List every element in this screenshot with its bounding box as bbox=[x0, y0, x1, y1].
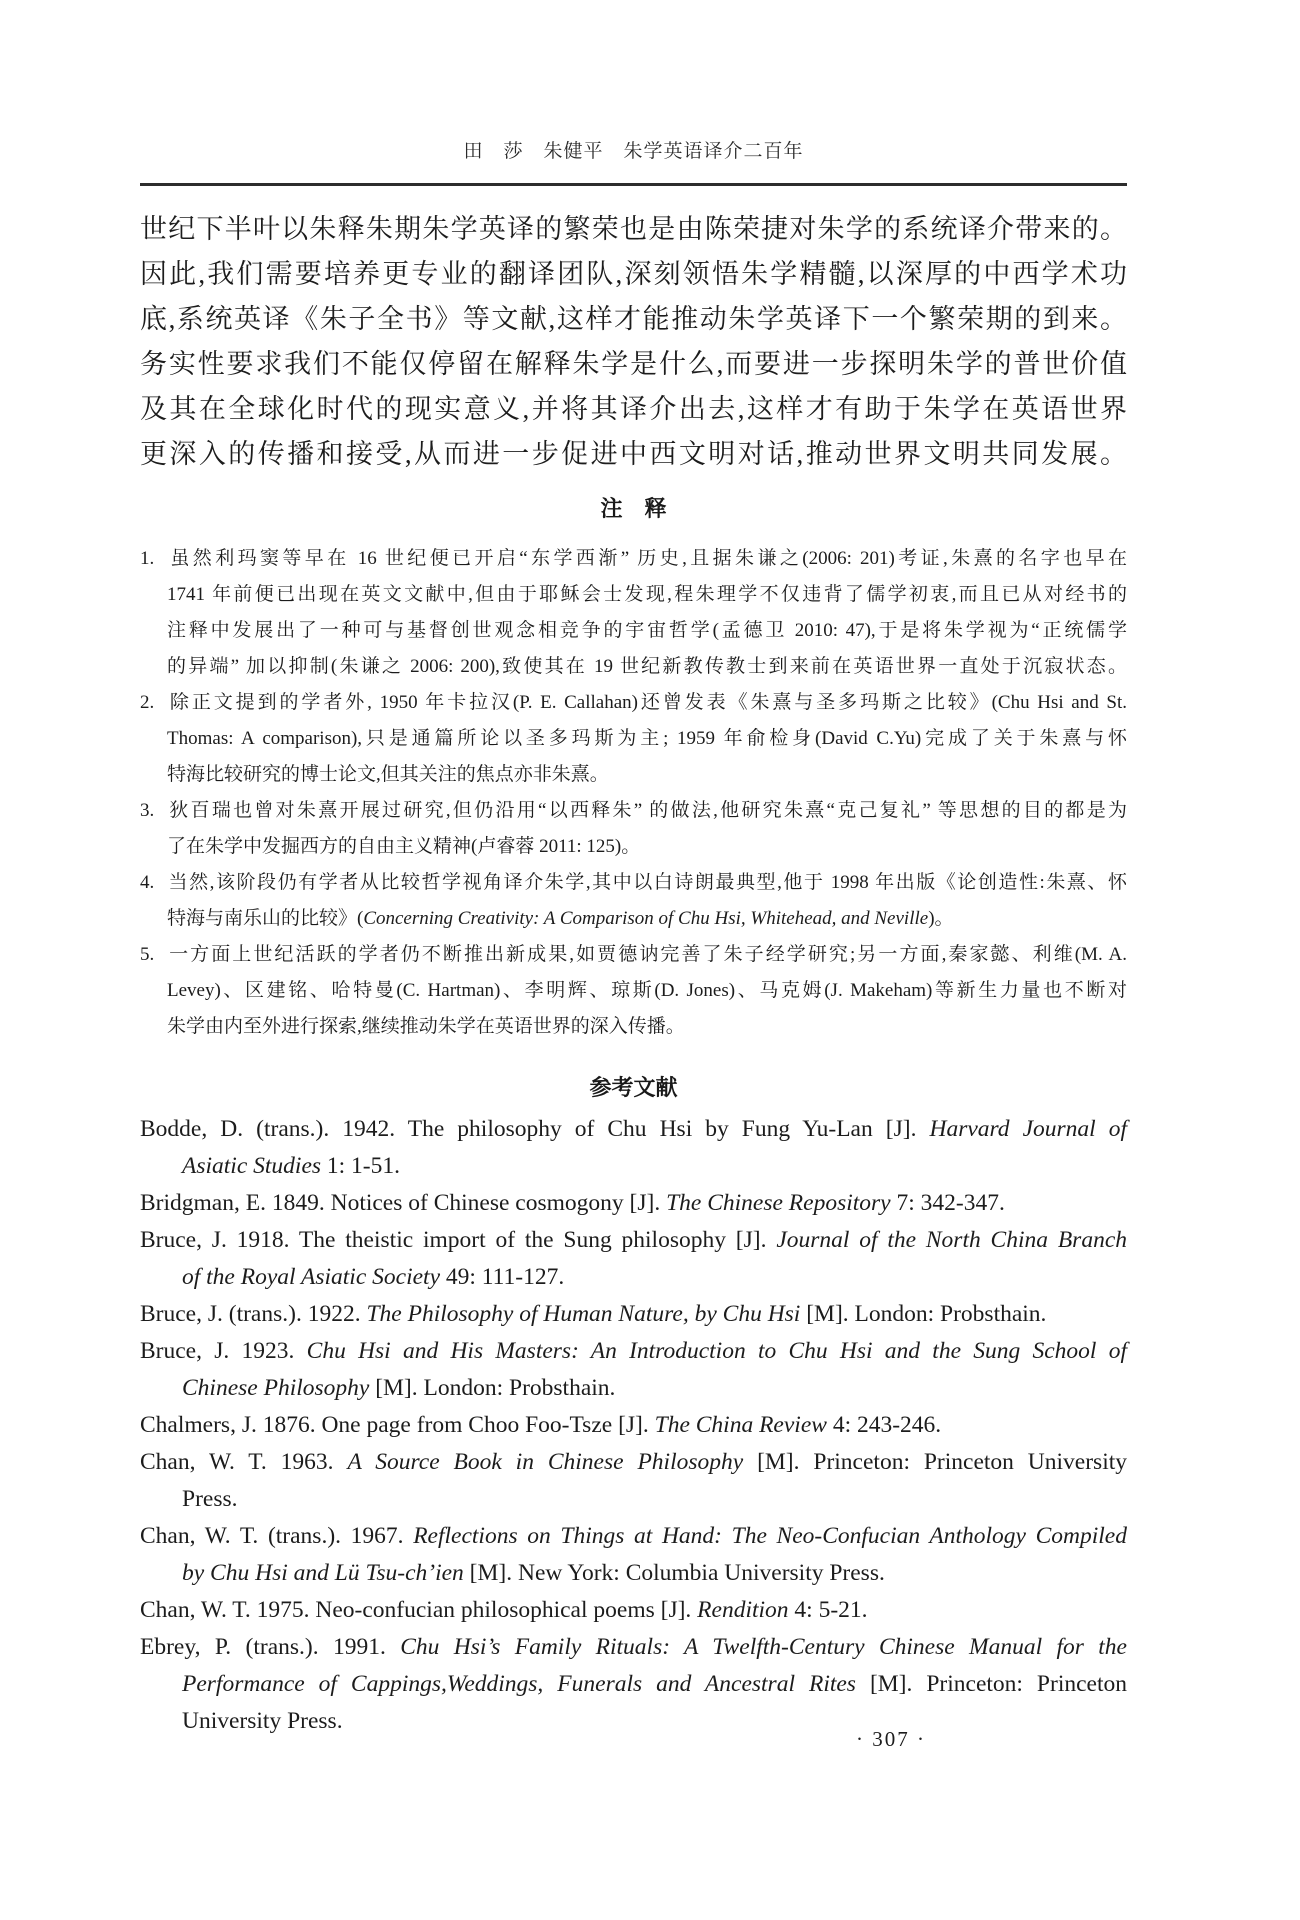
body-text-line: 务实性要求我们不能仅停留在解释朱学是什么,而要进一步探明朱学的普世价值 bbox=[140, 349, 1127, 379]
note-line-first: 4. 当然,该阶段仍有学者从比较哲学视角译介朱学,其中以白诗朗最典型,他于 1998 年出版《论创造性:朱熹、怀 bbox=[140, 865, 1127, 901]
note-number: 5. bbox=[140, 944, 155, 965]
reference-line-first: Bruce, J. (trans.). 1922. The Philosophy of Human Nature, by Chu Hsi [M]. London: Probsthain. bbox=[140, 1301, 1047, 1327]
reference-line-first: Bruce, J. 1918. The theistic import of the Sung philosophy [J]. Journal of the North China Branch bbox=[140, 1227, 1127, 1253]
header-rule bbox=[140, 183, 1127, 186]
notes-heading: 注 释 bbox=[600, 496, 667, 521]
reference-line-continued: by Chu Hsi and Lü Tsu-ch’ien [M]. New York: Columbia University Press. bbox=[182, 1560, 885, 1586]
body-text-line: 底,系统英译《朱子全书》等文献,这样才能推动朱学英译下一个繁荣期的到来。 bbox=[140, 304, 1127, 334]
note-line-continued: 特海与南乐山的比较》(Concerning Creativity: A Comparison of Chu Hsi, Whitehead, and Neville)。 bbox=[167, 908, 954, 929]
reference-line-continued: Press. bbox=[182, 1486, 238, 1512]
reference-line-first: Chan, W. T. 1963. A Source Book in Chinese Philosophy [M]. Princeton: Princeton University bbox=[140, 1449, 1128, 1475]
note-line-first: 2. 除正文提到的学者外, 1950 年卡拉汉(P. E. Callahan)还曾发表《朱熹与圣多玛斯之比较》(Chu Hsi and St. bbox=[140, 685, 1127, 721]
reference-line-first: Ebrey, P. (trans.). 1991. Chu Hsi’s Family Rituals: A Twelfth-Century Chinese Manual for the bbox=[140, 1634, 1127, 1660]
reference-line-continued: Chinese Philosophy [M]. London: Probsthain. bbox=[182, 1375, 616, 1401]
reference-line-first: Bridgman, E. 1849. Notices of Chinese cosmogony [J]. The Chinese Repository 7: 342-347. bbox=[140, 1190, 1005, 1216]
reference-line-first: Chan, W. T. (trans.). 1967. Reflections on Things at Hand: The Neo-Confucian Anthology Compiled bbox=[140, 1523, 1127, 1549]
note-line-continued: 特海比较研究的博士论文,但其关注的焦点亦非朱熹。 bbox=[167, 764, 609, 785]
reference-line-continued: Asiatic Studies 1: 1-51. bbox=[182, 1153, 401, 1179]
note-line-continued: 了在朱学中发掘西方的自由主义精神(卢睿蓉 2011: 125)。 bbox=[167, 836, 641, 857]
reference-line-continued: of the Royal Asiatic Society 49: 111-127. bbox=[182, 1264, 565, 1290]
note-number: 2. bbox=[140, 692, 155, 713]
note-line-continued: 1741 年前便已出现在英文文献中,但由于耶稣会士发现,程朱理学不仅违背了儒学初衷,而且已从对经书的 bbox=[167, 584, 1127, 605]
references-heading: 参考文献 bbox=[589, 1075, 678, 1100]
note-line-continued: 的异端” 加以抑制(朱谦之 2006: 200),致使其在 19 世纪新教传教士到来前在英语世界一直处于沉寂状态。 bbox=[167, 656, 1127, 677]
note-line-continued: Levey)、区建铭、哈特曼(C. Hartman)、李明辉、琼斯(D. Jones)、马克姆(J. Makeham)等新生力量也不断对 bbox=[167, 980, 1127, 1001]
body-paragraph bbox=[140, 207, 1127, 477]
reference-line-first: Bodde, D. (trans.). 1942. The philosophy of Chu Hsi by Fung Yu-Lan [J]. Harvard Journal of bbox=[140, 1116, 1127, 1142]
reference-line-first: Bruce, J. 1923. Chu Hsi and His Masters: An Introduction to Chu Hsi and the Sung School of bbox=[140, 1338, 1127, 1364]
page-number: · 307 · bbox=[856, 1727, 926, 1751]
body-text-line: 及其在全球化时代的现实意义,并将其译介出去,这样才有助于朱学在英语世界 bbox=[140, 394, 1127, 424]
references-list bbox=[140, 1111, 1127, 1740]
note-line-first: 1. 虽然利玛窦等早在 16 世纪便已开启“东学西渐” 历史,且据朱谦之(2006: 201)考证,朱熹的名字也早在 bbox=[140, 541, 1127, 577]
reference-line-continued: University Press. bbox=[182, 1708, 343, 1734]
running-header: 田 莎 朱健平 朱学英语译介二百年 bbox=[463, 141, 804, 162]
note-number: 1. bbox=[140, 548, 155, 569]
note-line-first: 3. 狄百瑞也曾对朱熹开展过研究,但仍沿用“以西释朱” 的做法,他研究朱熹“克己复礼” 等思想的目的都是为 bbox=[140, 793, 1127, 829]
note-line-continued: Thomas: A comparison),只是通篇所论以圣多玛斯为主; 1959 年俞检身(David C.Yu)完成了关于朱熹与怀 bbox=[167, 728, 1127, 749]
note-line-continued: 注释中发展出了一种可与基督创世观念相竞争的宇宙哲学(孟德卫 2010: 47),于是将朱学视为“正统儒学 bbox=[167, 620, 1127, 641]
body-text-line: 世纪下半叶以朱释朱期朱学英译的繁荣也是由陈荣捷对朱学的系统译介带来的。 bbox=[140, 214, 1127, 244]
note-line-continued: 朱学由内至外进行探索,继续推动朱学在英语世界的深入传播。 bbox=[167, 1016, 685, 1037]
reference-line-first: Chalmers, J. 1876. One page from Choo Foo-Tsze [J]. The China Review 4: 243-246. bbox=[140, 1412, 942, 1438]
note-number: 3. bbox=[140, 800, 155, 821]
reference-line-first: Chan, W. T. 1975. Neo-confucian philosophical poems [J]. Rendition 4: 5-21. bbox=[140, 1597, 868, 1623]
note-line-first: 5. 一方面上世纪活跃的学者仍不断推出新成果,如贾德讷完善了朱子经学研究;另一方面,秦家懿、利维(M. A. bbox=[140, 937, 1127, 973]
reference-line-continued: Performance of Cappings,Weddings, Funerals and Ancestral Rites [M]. Princeton: Princeton bbox=[182, 1671, 1127, 1697]
page-content bbox=[140, 0, 1127, 1740]
body-text-line: 更深入的传播和接受,从而进一步促进中西文明对话,推动世界文明共同发展。 bbox=[140, 439, 1127, 469]
body-text-line: 因此,我们需要培养更专业的翻译团队,深刻领悟朱学精髓,以深厚的中西学术功 bbox=[140, 259, 1127, 289]
note-number: 4. bbox=[140, 872, 155, 893]
notes-list bbox=[140, 541, 1127, 1045]
